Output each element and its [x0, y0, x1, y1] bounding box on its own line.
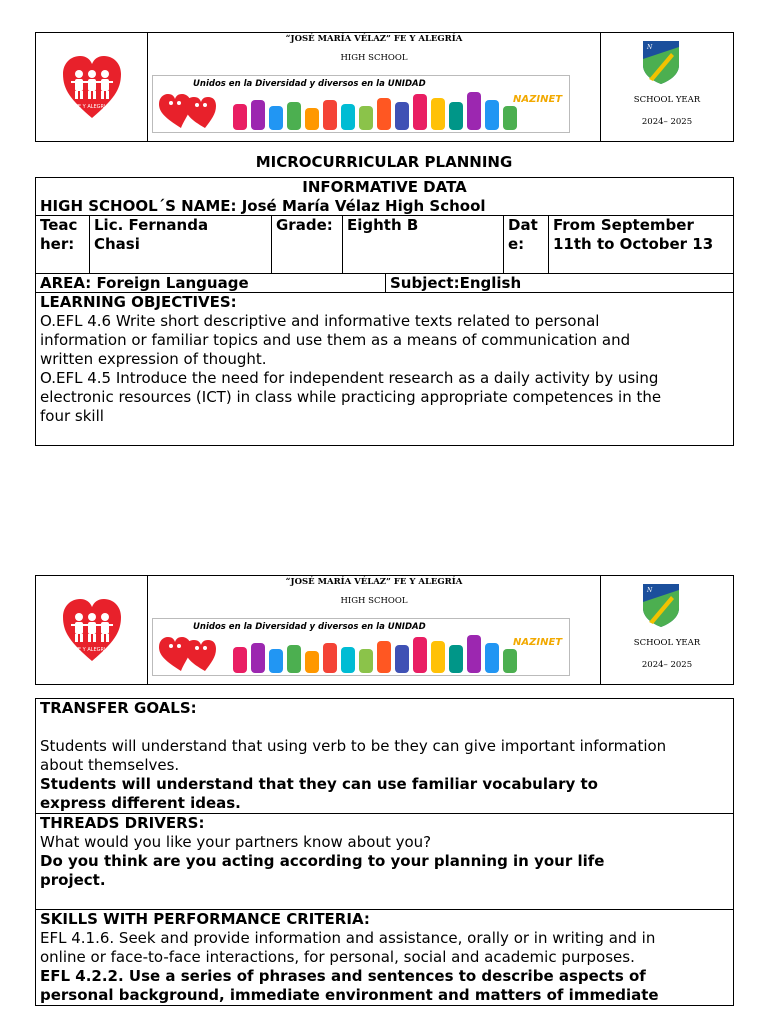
school-info-cell	[148, 576, 601, 684]
area-cell: AREA: Foreign Language	[36, 274, 386, 292]
fe-y-alegria-logo-cell	[36, 576, 148, 684]
skills-line: online or face-to-face interactions, for personal, social and academic purposes.	[40, 948, 635, 966]
objective-line: O.EFL 4.5 Introduce the need for independent research as a daily activity by using	[40, 369, 659, 387]
informative-heading: INFORMATIVE DATA	[302, 178, 467, 196]
threads-line-bold: project.	[40, 871, 106, 889]
transfer-line: Students will understand that using verb to be they can give important information	[40, 737, 667, 755]
objective-line: written expression of thought.	[40, 350, 267, 368]
school-shield-icon	[641, 582, 681, 628]
document-header-page-2	[35, 575, 734, 685]
grade-value: Eighth B	[343, 216, 504, 273]
school-year-label: SCHOOL YEAR	[633, 638, 701, 648]
objective-line: four skill	[40, 407, 104, 425]
svg-text:FE Y ALEGRIA: FE Y ALEGRIA	[74, 647, 109, 653]
document-header	[35, 32, 734, 142]
fe-y-alegria-logo-cell	[36, 33, 148, 141]
heart-logo-icon	[61, 54, 123, 120]
banner-motto: Unidos en la Diversidad y diversos en la UNIDAD	[193, 622, 426, 632]
svg-text:FE Y ALEGRIA: FE Y ALEGRIA	[74, 104, 109, 110]
school-year-label: SCHOOL YEAR	[633, 95, 701, 105]
informative-data-row	[35, 177, 734, 216]
transfer-line: about themselves.	[40, 756, 180, 774]
svg-text:NAZINET: NAZINET	[513, 637, 563, 648]
objective-line: information or familiar topics and use them as a means of communication and	[40, 331, 631, 349]
skills-line: EFL 4.1.6. Seek and provide information and assistance, orally or in writing and in	[40, 929, 656, 947]
school-year-cell	[601, 576, 733, 684]
date-value: From September 11th to October 13	[553, 216, 714, 253]
svg-text:N: N	[647, 587, 653, 594]
subject-cell: Subject:English	[390, 274, 522, 292]
unity-banner	[152, 75, 570, 133]
school-level: HIGH SCHOOL	[340, 53, 408, 63]
skills-heading: SKILLS WITH PERFORMANCE CRITERIA:	[40, 910, 370, 928]
teacher-label: Teac her:	[36, 216, 90, 273]
objective-line: electronic resources (ICT) in class while practicing appropriate competences in the	[40, 388, 662, 406]
school-name-line: HIGH SCHOOL´S NAME: José María Vélaz High School	[40, 197, 486, 215]
teacher-grade-date-row	[35, 215, 734, 274]
banner-motto: Unidos en la Diversidad y diversos en la UNIDAD	[193, 79, 426, 89]
grade-label: Grade:	[272, 216, 343, 273]
school-name: “JOSÉ MARÍA VÉLAZ” FE Y ALEGRÍA	[285, 34, 463, 44]
transfer-line-bold: express different ideas.	[40, 794, 241, 812]
skills-line-bold: EFL 4.2.2. Use a series of phrases and sentences to describe aspects of	[40, 967, 646, 985]
threads-heading: THREADS DRIVERS:	[40, 814, 205, 832]
page-title: MICROCURRICULAR PLANNING	[255, 153, 513, 171]
school-info-cell	[148, 33, 601, 141]
heart-logo-icon	[61, 597, 123, 663]
school-year-cell	[601, 33, 733, 141]
threads-line: What would you like your partners know about you?	[40, 833, 432, 851]
transfer-goals-row	[35, 698, 734, 814]
school-name: “JOSÉ MARÍA VÉLAZ” FE Y ALEGRÍA	[285, 577, 463, 587]
school-year-value: 2024– 2025	[641, 660, 693, 670]
school-year-value: 2024– 2025	[641, 117, 693, 127]
skills-line-bold: personal background, immediate environment and matters of immediate	[40, 986, 659, 1004]
threads-drivers-row	[35, 813, 734, 910]
skills-criteria-row	[35, 909, 734, 1006]
transfer-line-bold: Students will understand that they can use familiar vocabulary to	[40, 775, 598, 793]
objective-line: O.EFL 4.6 Write short descriptive and informative texts related to personal	[40, 312, 600, 330]
area-subject-row	[35, 273, 734, 293]
date-label: Dat e:	[504, 216, 549, 273]
objectives-heading: LEARNING OBJECTIVES:	[40, 293, 237, 311]
transfer-goals-heading: TRANSFER GOALS:	[40, 699, 197, 717]
threads-line-bold: Do you think are you acting according to your planning in your life	[40, 852, 605, 870]
svg-text:N: N	[647, 44, 653, 51]
teacher-value: Lic. Fernanda Chasi	[90, 216, 272, 273]
learning-objectives-row	[35, 292, 734, 446]
svg-text:NAZINET: NAZINET	[513, 94, 563, 105]
school-shield-icon	[641, 39, 681, 85]
school-level: HIGH SCHOOL	[340, 596, 408, 606]
unity-banner	[152, 618, 570, 676]
